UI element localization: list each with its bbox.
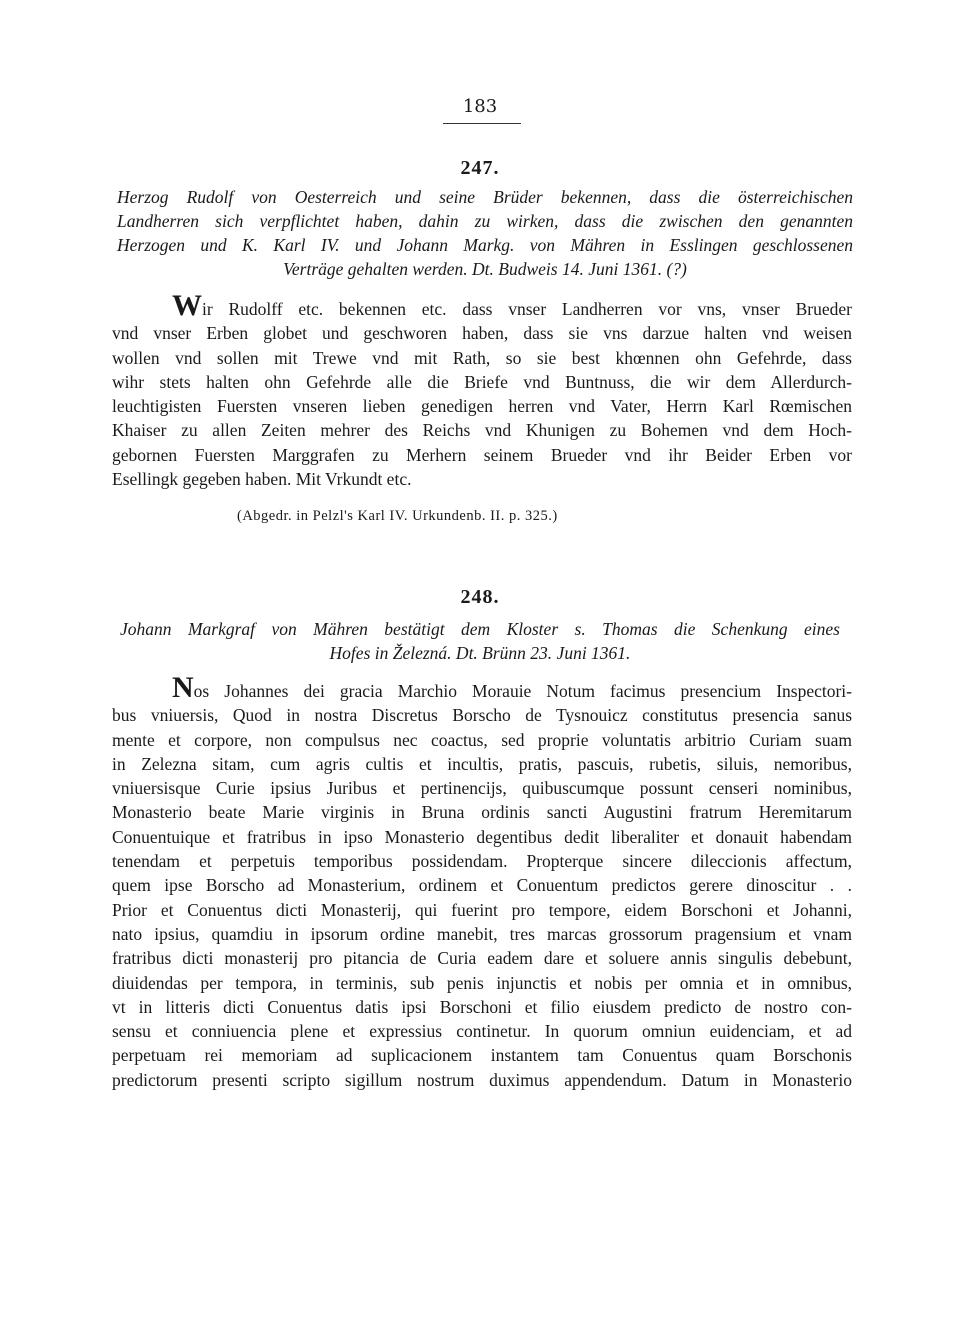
body-line: perpetuam rei memoriam ad suplicacionem instantem tam Conuentus quam Borschonis — [112, 1045, 852, 1066]
body-line: vt in litteris dicti Conuentus datis ipsi Borschoni et filio eiusdem predicto de nostro con- — [112, 996, 852, 1017]
regest-line: Herzogen und K. Karl IV. und Johann Markg. von Mähren in Esslingen geschlossenen — [117, 235, 853, 255]
source-citation-247: (Abgedr. in Pelzl's Karl IV. Urkundenb. II. p. 325.) — [237, 508, 558, 524]
document-number-248: 248. — [460, 586, 500, 608]
body-line: tenendam et perpetuis temporibus possidendam. Propterque sincere dileccionis affectum, — [112, 851, 852, 872]
body-line: os Johannes dei gracia Marchio Morauie Notum facimus presencium Inspectori- — [193, 681, 852, 701]
body-line: wollen vnd sollen mit Trewe vnd mit Rath, so sie best khœnnen ohn Gefehrde, dass — [112, 347, 852, 368]
body-line: leuchtigisten Fuersten vnseren lieben genedigen herren vnd Vater, Herrn Karl Rœmischen — [112, 396, 852, 417]
body-line: vniuersisque Curie ipsius Juribus et pertinencijs, quibuscumque possunt censeri nominibus, — [112, 778, 852, 799]
regest-line: Verträge gehalten werden. Dt. Budweis 14. Juni 1361. (?) — [283, 259, 687, 279]
regest-248 — [120, 617, 840, 665]
regest-line: Johann Markgraf von Mähren bestätigt dem Kloster s. Thomas die Schenkung eines — [120, 619, 840, 639]
regest-247 — [117, 185, 853, 281]
body-line: in Zelezna sitam, cum agris cultis et incultis, pratis, pascuis, rubetis, siluis, nemoribus, — [112, 753, 852, 774]
body-line: quem ipse Borscho ad Monasterium, ordinem et Conuentum predictos gerere dinoscitur . . — [112, 875, 852, 896]
body-line: gebornen Fuersten Marggrafen zu Merhern seinem Brueder vnd ihr Beider Erben vor — [112, 444, 852, 465]
text-body-248 — [112, 671, 852, 1092]
body-line: diuidendas per tempora, in terminis, sub penis injunctis et nobis per omnia et in omnibus, — [112, 972, 852, 993]
initial-letter: W — [172, 289, 202, 322]
regest-line: Herzog Rudolf von Oesterreich und seine Brüder bekennen, dass die österreichischen — [117, 187, 853, 207]
body-line: Khaiser zu allen Zeiten mehrer des Reichs vnd Khunigen zu Bohemen vnd dem Hoch- — [112, 420, 852, 441]
text-body-247 — [112, 289, 852, 491]
page-number: 183 — [462, 96, 498, 117]
body-line: Monasterio beate Marie virginis in Bruna ordinis sancti Augustini fratrum Heremitarum — [112, 802, 852, 823]
body-line: sensu et conniuencia plene et expressius continetur. In quorum omniun euidenciam, et ad — [112, 1021, 852, 1042]
body-line: nato ipsius, quamdiu in ipsorum ordine manebit, tres marcas grossorum pragensium et vnam — [112, 923, 852, 944]
regest-line: Hofes in Železná. Dt. Brünn 23. Juni 1361. — [329, 643, 631, 663]
body-line: mente et corpore, non compulsus nec coactus, sed proprie voluntatis arbitrio Curiam suam — [112, 729, 852, 750]
body-line: predictorum presenti scripto sigillum nostrum duximus appendendum. Datum in Monasterio — [112, 1069, 852, 1090]
document-number-247: 247. — [460, 157, 500, 179]
body-line: Conuentuique et fratribus in ipso Monasterio degentibus dedit liberaliter et donauit habendam — [112, 826, 852, 847]
body-line: Prior et Conuentus dicti Monasterij, qui fuerint pro tempore, eidem Borschoni et Johanni, — [112, 899, 852, 920]
initial-letter: N — [172, 671, 194, 704]
body-line: wihr stets halten ohn Gefehrde alle die Briefe vnd Buntnuss, die wir dem Allerdurch- — [112, 371, 852, 392]
page-number-rule — [443, 123, 521, 124]
body-line: bus vniuersis, Quod in nostra Discretus Borscho de Tysnouicz constitutus presencia sanus — [112, 705, 852, 726]
body-line: Esellingk gegeben haben. Mit Vrkundt etc. — [112, 469, 412, 490]
body-first-line — [112, 289, 852, 322]
regest-line: Landherren sich verpflichtet haben, dahin zu wirken, dass die zwischen den genannten — [117, 211, 853, 231]
body-line: ir Rudolff etc. bekennen etc. dass vnser Landherren vor vns, vnser Brueder — [202, 299, 852, 319]
body-line: vnd vnser Erben globet und geschworen haben, dass sie vns darzue halten vnd weisen — [112, 323, 852, 344]
body-first-line — [112, 671, 852, 704]
body-line: fratribus dicti monasterij pro pitancia de Curia eadem dare et soluere annis singulis debebunt, — [112, 948, 852, 969]
